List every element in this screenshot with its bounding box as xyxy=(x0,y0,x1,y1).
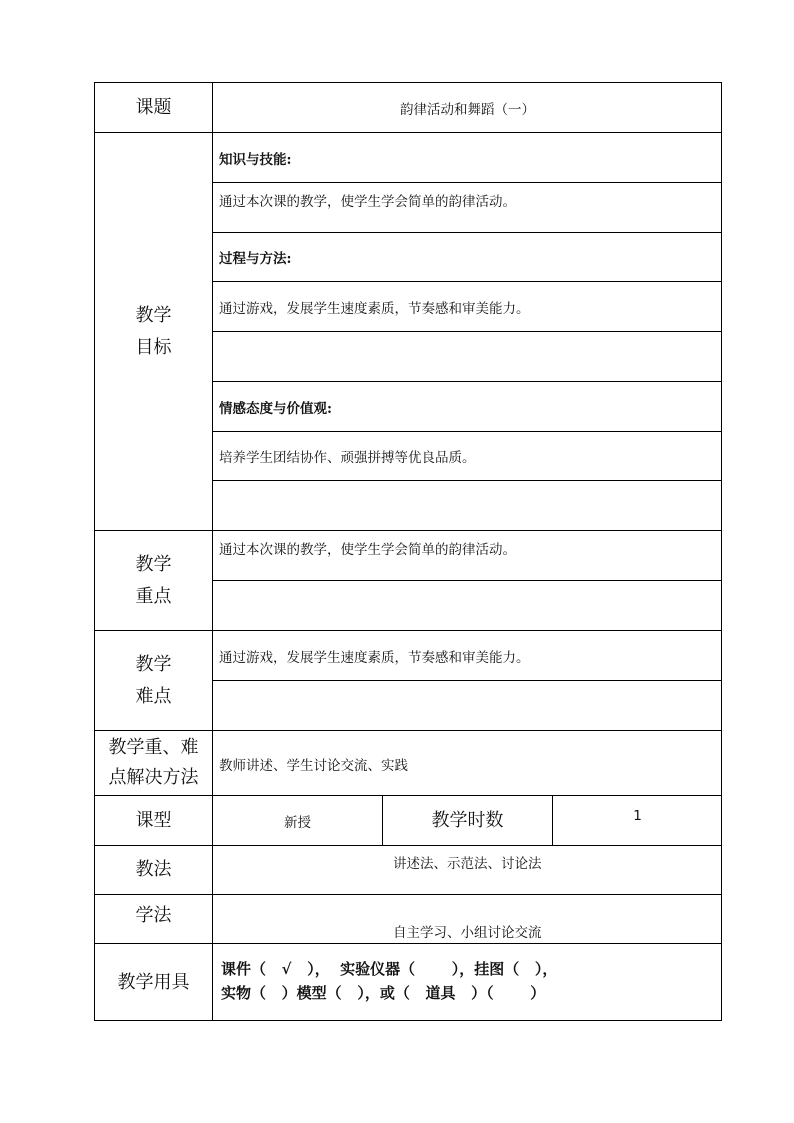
subrow-divider xyxy=(213,580,722,581)
solution-label-line2: 点解决方法 xyxy=(108,767,199,788)
difficulties-text: 通过游戏，发展学生速度素质，节奏感和审美能力。 xyxy=(219,649,530,666)
key-points-text: 通过本次课的教学，使学生学会简单的韵律活动。 xyxy=(219,542,516,558)
teaching-method-value: 讲述法、示范法、讨论法 xyxy=(393,856,542,872)
objectives-label-line2: 目标 xyxy=(135,336,172,358)
process-heading: 过程与方法: xyxy=(219,251,292,267)
learning-method-label: 学法 xyxy=(135,905,172,926)
emotion-text: 培养学生团结协作、顽强拼搏等优良品质。 xyxy=(219,450,476,466)
topic-value: 韵律活动和舞蹈（一） xyxy=(400,101,535,118)
key-points-label-line1: 教学 xyxy=(135,553,172,575)
knowledge-heading: 知识与技能: xyxy=(219,151,292,168)
teaching-hours-label: 教学时数 xyxy=(431,809,504,831)
topic-label: 课题 xyxy=(135,96,172,118)
objectives-label-line1: 教学 xyxy=(135,304,172,326)
teaching-hours-value: 1 xyxy=(633,808,642,824)
lesson-type-label: 课型 xyxy=(135,809,172,831)
subrow-divider xyxy=(213,680,722,681)
objectives-label xyxy=(95,133,212,530)
emotion-heading: 情感态度与价值观: xyxy=(219,400,332,417)
learning-method-value: 自主学习、小组讨论交流 xyxy=(393,925,542,941)
difficulties-label-line2: 难点 xyxy=(135,685,172,707)
solution-label xyxy=(95,731,212,795)
key-points-label xyxy=(95,531,212,630)
teaching-tools-label: 教学用具 xyxy=(117,971,190,993)
teaching-tools-line2: 实物（ ）模型（ ），或（ 道具 ）（ ） xyxy=(221,984,546,1002)
solution-text: 教师讲述、学生讨论交流、实践 xyxy=(219,758,408,774)
key-points-label-line2: 重点 xyxy=(135,585,172,607)
teaching-tools-line1: 课件（ √ ）， 实验仪器（ ），挂图（ ）， xyxy=(221,960,558,978)
difficulties-label xyxy=(95,631,212,730)
knowledge-text: 通过本次课的教学，使学生学会简单的韵律活动。 xyxy=(219,194,516,210)
solution-label-line1: 教学重、难 xyxy=(108,737,199,758)
lesson-type-value: 新授 xyxy=(284,814,311,831)
process-text: 通过游戏，发展学生速度素质，节奏感和审美能力。 xyxy=(219,300,530,317)
difficulties-label-line1: 教学 xyxy=(135,653,172,675)
subrow-divider xyxy=(213,331,722,332)
subrow-divider xyxy=(213,480,722,481)
lesson-plan-table xyxy=(94,82,722,1021)
teaching-method-label: 教法 xyxy=(135,859,172,880)
